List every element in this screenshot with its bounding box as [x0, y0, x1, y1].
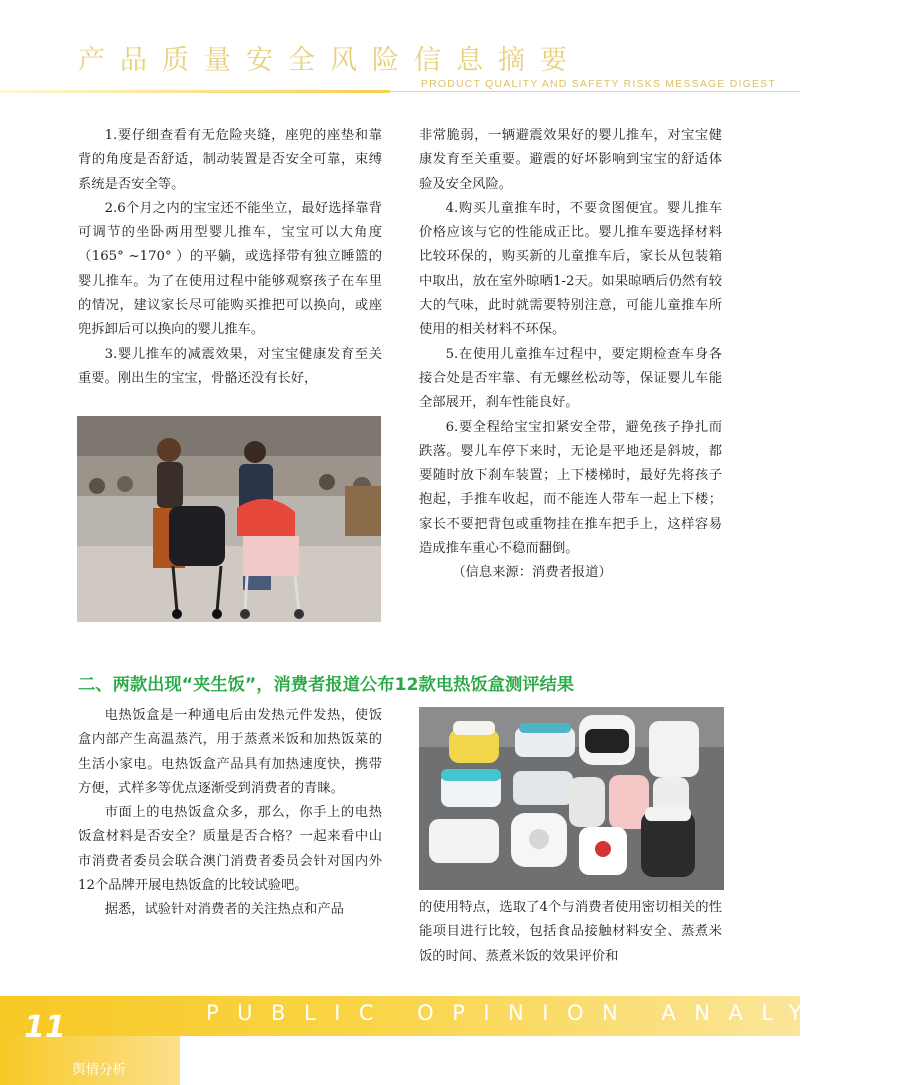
article-right-column [419, 124, 722, 586]
page-header-title: 产品质量安全风险信息摘要 [78, 45, 582, 76]
paragraph: 市面上的电热饭盒众多，那么，你手上的电热饭盒材料是否安全？质量是否合格？一起来看中山市消费者委员会联合澳门消费者委员会针对国内外12个品牌开展电热饭盒的比较试验吧。 [78, 805, 382, 894]
page-section-label: 舆情分析 [72, 1062, 126, 1078]
lunchbox-photo [419, 707, 724, 890]
paragraph: 5.在使用儿童推车过程中，要定期检查车身各接合处是否牢靠、有无螺丝松动等，保证婴儿车能全部展开，刹车性能良好。 [419, 346, 722, 411]
header-divider-thin [380, 91, 800, 92]
lunchbox-left-column [78, 704, 382, 923]
paragraph: 4.购买儿童推车时，不要贪图便宜。婴儿推车价格应该与它的性能成正比。婴儿推车要选择材料比较环保的，购买新的儿童推车后，家长从包装箱中取出，放在室外晾晒1-2天。如果晾晒后仍然有较大的气味，此时就需要特别注意，可能儿童推车所使用的相关材料不环保。 [419, 200, 722, 338]
paragraph: 据悉，试验针对消费者的关注热点和产品 [104, 902, 344, 918]
page-header-subtitle: PRODUCT QUALITY AND SAFETY RISKS MESSAGE DIGEST [420, 78, 776, 90]
paragraph: 3.婴儿推车的减震效果，对宝宝健康发育至关重要。刚出生的宝宝，骨骼还没有长好， [78, 346, 382, 386]
stroller-photo [77, 416, 381, 622]
paragraph: 非常脆弱，一辆避震效果好的婴儿推车，对宝宝健康发育至关重要。避震的好坏影响到宝宝的舒适体验及安全风险。 [419, 128, 722, 192]
lunchbox-right-column [419, 896, 722, 969]
paragraph: 2.6个月之内的宝宝还不能坐立，最好选择靠背可调节的坐卧两用型婴儿推车，宝宝可以大角度（165° ~170° ）的平躺，或选择带有独立睡篮的婴儿推车。为了在使用过程中能够观察孩子在车里的情况，建议家长尽可能购买推把可以换向，或座兜拆卸后可以换向的婴儿推车。 [78, 200, 382, 338]
article-left-column [78, 124, 382, 391]
stroller-photo-illustration [77, 416, 381, 622]
paragraph: 6.要全程给宝宝扣紧安全带，避免孩子挣扎而跌落。婴儿车停下来时，无论是平地还是斜坡，都要随时放下刹车装置；上下楼梯时，最好先将孩子抱起，手推车收起，而不能连人带车一起上下楼；家长不要把背包或重物挂在推车把手上，这样容易造成推车重心不稳而翻倒。 [419, 419, 722, 557]
section-heading: 二、两款出现“夹生饭”，消费者报道公布12款电热饭盒测评结果 [78, 675, 575, 695]
page-number: 11 [24, 1010, 66, 1045]
footer-band-text: PUBLIC OPINION ANALYSIS [206, 1001, 908, 1025]
header-divider [0, 90, 390, 93]
paragraph: 的使用特点，选取了4个与消费者使用密切相关的性能项目进行比较，包括食品接触材料安全、蒸煮米饭的时间、蒸煮米饭的效果评价和 [419, 900, 722, 964]
info-source: （信息来源：消费者报道） [452, 565, 612, 581]
lunchbox-photo-illustration [419, 707, 724, 890]
paragraph: 电热饭盒是一种通电后由发热元件发热，使饭盒内部产生高温蒸汽，用于蒸煮米饭和加热饭菜的生活小家电。电热饭盒产品具有加热速度快，携带方便，式样多等优点逐渐受到消费者的青睐。 [78, 708, 382, 796]
paragraph: 1.要仔细查看有无危险夹缝，座兜的座垫和靠背的角度是否舒适，制动装置是否安全可靠，束缚系统是否安全等。 [78, 128, 382, 192]
